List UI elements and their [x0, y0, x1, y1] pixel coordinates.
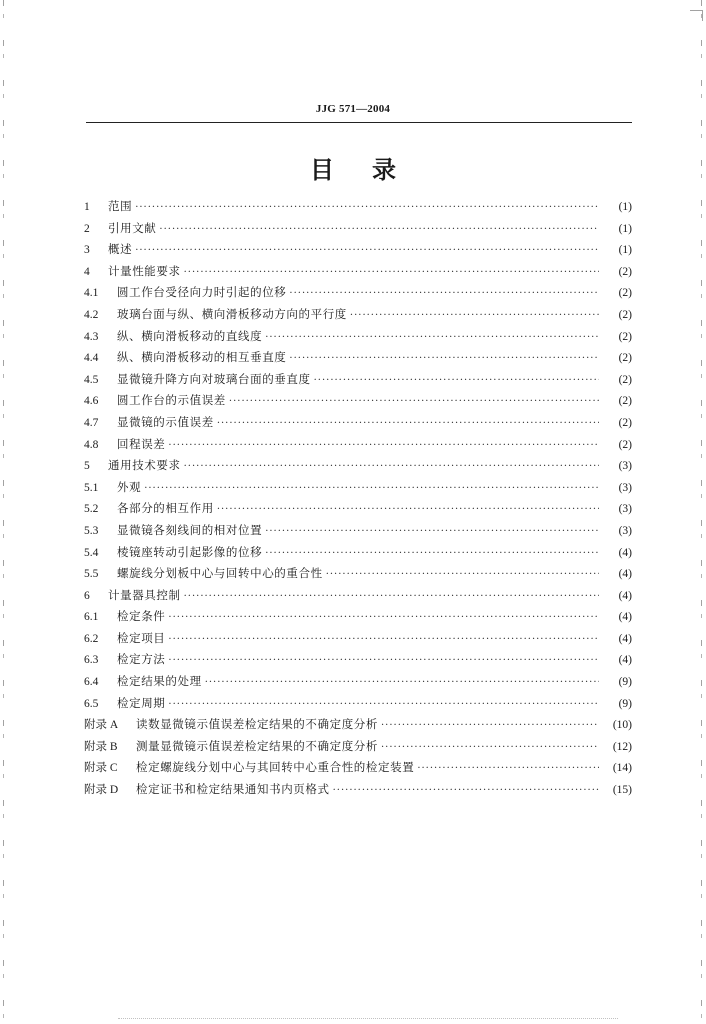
- toc-entry-label: 纵、横向滑板移动的相互垂直度: [117, 350, 287, 365]
- toc-entry-number: 4.5: [84, 373, 99, 386]
- toc-leader-dots: [289, 353, 599, 364]
- toc-leader-dots: [168, 699, 599, 710]
- toc-entry-number: 6.2: [84, 632, 99, 645]
- standard-code: JJG 571—2004: [315, 103, 391, 115]
- toc-entry-number: 6.1: [84, 611, 99, 624]
- toc-entry-label: 显微镜的示值误差: [117, 414, 214, 429]
- toc-leader-dots: [217, 418, 599, 429]
- toc-entry-page: (2): [618, 416, 632, 429]
- toc-entry-number: 4.8: [84, 438, 99, 451]
- toc-entry[interactable]: [84, 608, 632, 630]
- toc-leader-dots: [159, 224, 599, 235]
- toc-leader-dots: [217, 504, 599, 515]
- toc-entry[interactable]: [84, 371, 632, 393]
- toc-leader-dots: [265, 332, 599, 343]
- toc-entry-number: 4.2: [84, 308, 99, 321]
- toc-entry-page: (3): [618, 524, 632, 537]
- toc-entry-label: 圆工作台受径向力时引起的位移: [117, 285, 287, 300]
- toc-leader-dots: [326, 569, 599, 580]
- toc-entry[interactable]: [84, 500, 632, 522]
- toc-entry-page: (1): [618, 201, 632, 213]
- toc-entry-page: (14): [612, 762, 632, 775]
- toc-entry-page: (10): [612, 719, 632, 732]
- toc-entry[interactable]: [84, 263, 632, 285]
- toc-entry[interactable]: [84, 414, 632, 436]
- toc-entry-number: 1: [84, 201, 90, 213]
- toc-leader-dots: [184, 461, 599, 472]
- toc-entry-page: (4): [618, 632, 632, 645]
- toc-entry-label: 回程误差: [117, 436, 166, 451]
- toc-entry-page: (2): [618, 287, 632, 300]
- toc-leader-dots: [135, 245, 599, 256]
- toc-entry-label: 圆工作台的示值误差: [117, 393, 226, 408]
- toc-leader-dots: [168, 634, 599, 645]
- toc-entry-number: 5: [84, 460, 90, 473]
- toc-entry-page: (1): [618, 222, 632, 235]
- toc-entry-number: 4.4: [84, 352, 99, 365]
- toc-entry-label: 检定方法: [117, 652, 166, 667]
- toc-entry-number: 附录 C: [84, 762, 118, 775]
- toc-entry-number: 6.4: [84, 676, 99, 689]
- toc-entry[interactable]: [84, 544, 632, 566]
- toc-entry-label: 检定周期: [117, 695, 166, 710]
- toc-entry-number: 附录 D: [84, 784, 119, 797]
- toc-leader-dots: [184, 267, 599, 278]
- toc-entry-number: 5.4: [84, 546, 99, 559]
- toc-entry-label: 外观: [117, 479, 142, 494]
- toc-entry-page: (4): [618, 654, 632, 667]
- toc-entry-label: 概述: [108, 242, 133, 257]
- toc-entry[interactable]: [84, 759, 632, 781]
- toc-entry-label: 棱镜座转动引起影像的位移: [117, 544, 263, 559]
- toc-entry-label: 计量器具控制: [108, 587, 181, 602]
- toc-entry-number: 4.3: [84, 330, 99, 343]
- toc-entry[interactable]: [84, 587, 632, 609]
- toc-entry-number: 3: [84, 244, 90, 257]
- toc-entry-page: (9): [618, 676, 632, 689]
- toc-leader-dots: [229, 396, 599, 407]
- toc-entry-page: (9): [618, 697, 632, 710]
- toc-leader-dots: [333, 785, 599, 796]
- toc-entry-page: (12): [612, 740, 632, 753]
- table-of-contents: [84, 198, 632, 803]
- toc-entry-number: 附录 A: [84, 719, 119, 732]
- toc-entry-label: 检定项目: [117, 630, 166, 645]
- toc-entry-number: 4.7: [84, 416, 99, 429]
- toc-entry-label: 通用技术要求: [108, 458, 181, 473]
- toc-entry[interactable]: [84, 716, 632, 738]
- toc-entry-page: (2): [618, 438, 632, 451]
- toc-leader-dots: [168, 612, 599, 623]
- toc-entry[interactable]: [84, 738, 632, 760]
- toc-leader-dots: [417, 763, 599, 774]
- toc-entry[interactable]: [84, 673, 632, 695]
- toc-entry[interactable]: [84, 220, 632, 242]
- toc-entry-label: 检定结果的处理: [117, 674, 202, 689]
- toc-entry-label: 显微镜各刻线间的相对位置: [117, 522, 263, 537]
- toc-entry-number: 附录 B: [84, 740, 118, 753]
- toc-entry-page: (4): [618, 546, 632, 559]
- toc-entry-page: (2): [618, 308, 632, 321]
- toc-leader-dots: [168, 440, 599, 451]
- toc-entry-label: 显微镜升降方向对玻璃台面的垂直度: [117, 371, 311, 386]
- toc-entry[interactable]: [84, 198, 632, 220]
- toc-entry[interactable]: [84, 565, 632, 587]
- toc-entry-number: 5.1: [84, 481, 99, 494]
- toc-entry-number: 5.3: [84, 524, 99, 537]
- footer-rule: [118, 1018, 618, 1019]
- toc-leader-dots: [381, 742, 599, 753]
- toc-entry-page: (3): [618, 481, 632, 494]
- toc-entry-number: 2: [84, 222, 90, 235]
- toc-entry[interactable]: [84, 306, 632, 328]
- toc-entry-label: 检定证书和检定结果通知书内页格式: [136, 782, 330, 797]
- toc-entry-label: 引用文献: [108, 220, 157, 235]
- toc-entry-number: 6.3: [84, 654, 99, 667]
- toc-leader-dots: [135, 202, 599, 213]
- toc-entry[interactable]: [84, 349, 632, 371]
- toc-entry[interactable]: [84, 457, 632, 479]
- toc-leader-dots: [381, 720, 599, 731]
- toc-entry-page: (4): [618, 589, 632, 602]
- toc-entry-number: 4.6: [84, 395, 99, 408]
- toc-entry-label: 玻璃台面与纵、横向滑板移动方向的平行度: [117, 306, 347, 321]
- toc-entry-page: (1): [618, 244, 632, 257]
- toc-entry[interactable]: [84, 781, 632, 803]
- toc-entry-page: (4): [618, 611, 632, 624]
- toc-entry[interactable]: [84, 392, 632, 414]
- toc-leader-dots: [314, 375, 599, 386]
- toc-entry-number: 4.1: [84, 287, 99, 300]
- toc-entry-label: 计量性能要求: [108, 263, 181, 278]
- toc-title: 目录: [310, 156, 434, 184]
- toc-entry-label: 检定螺旋线分划中心与其回转中心重合性的检定装置: [136, 760, 415, 775]
- toc-entry-label: 检定条件: [117, 609, 166, 624]
- toc-entry-label: 测量显微镜示值误差检定结果的不确定度分析: [136, 738, 378, 753]
- toc-entry[interactable]: [84, 284, 632, 306]
- toc-leader-dots: [265, 548, 599, 559]
- toc-entry-number: 5.2: [84, 503, 99, 516]
- toc-entry[interactable]: [84, 522, 632, 544]
- toc-entry[interactable]: [84, 651, 632, 673]
- toc-entry-label: 纵、横向滑板移动的直线度: [117, 328, 263, 343]
- toc-entry[interactable]: [84, 328, 632, 350]
- header-rule: [86, 122, 632, 123]
- toc-entry-page: (3): [618, 503, 632, 516]
- toc-entry-page: (2): [618, 395, 632, 408]
- toc-entry-page: (3): [618, 460, 632, 473]
- toc-entry-page: (2): [618, 330, 632, 343]
- toc-entry-label: 读数显微镜示值误差检定结果的不确定度分析: [136, 717, 378, 732]
- toc-entry-number: 4: [84, 265, 90, 278]
- toc-entry-label: 各部分的相互作用: [117, 501, 214, 516]
- toc-entry-number: 6.5: [84, 697, 99, 710]
- toc-entry[interactable]: [84, 479, 632, 501]
- toc-leader-dots: [289, 288, 599, 299]
- toc-entry-label: 范围: [108, 199, 133, 213]
- toc-entry-number: 5.5: [84, 568, 99, 581]
- toc-leader-dots: [350, 310, 599, 321]
- toc-leader-dots: [184, 591, 599, 602]
- toc-entry[interactable]: [84, 695, 632, 717]
- toc-entry[interactable]: [84, 436, 632, 458]
- toc-entry-number: 6: [84, 589, 90, 602]
- toc-leader-dots: [144, 483, 599, 494]
- toc-entry-page: (15): [612, 784, 632, 797]
- toc-entry-page: (2): [618, 373, 632, 386]
- toc-entry-page: (4): [618, 568, 632, 581]
- toc-entry-page: (2): [618, 265, 632, 278]
- scan-corner-mark: [690, 10, 703, 21]
- toc-entry-label: 螺旋线分划板中心与回转中心的重合性: [117, 566, 323, 581]
- toc-leader-dots: [265, 526, 599, 537]
- toc-leader-dots: [205, 677, 599, 688]
- toc-entry-page: (2): [618, 352, 632, 365]
- toc-entry[interactable]: [84, 630, 632, 652]
- toc-leader-dots: [168, 655, 599, 666]
- toc-entry[interactable]: [84, 241, 632, 263]
